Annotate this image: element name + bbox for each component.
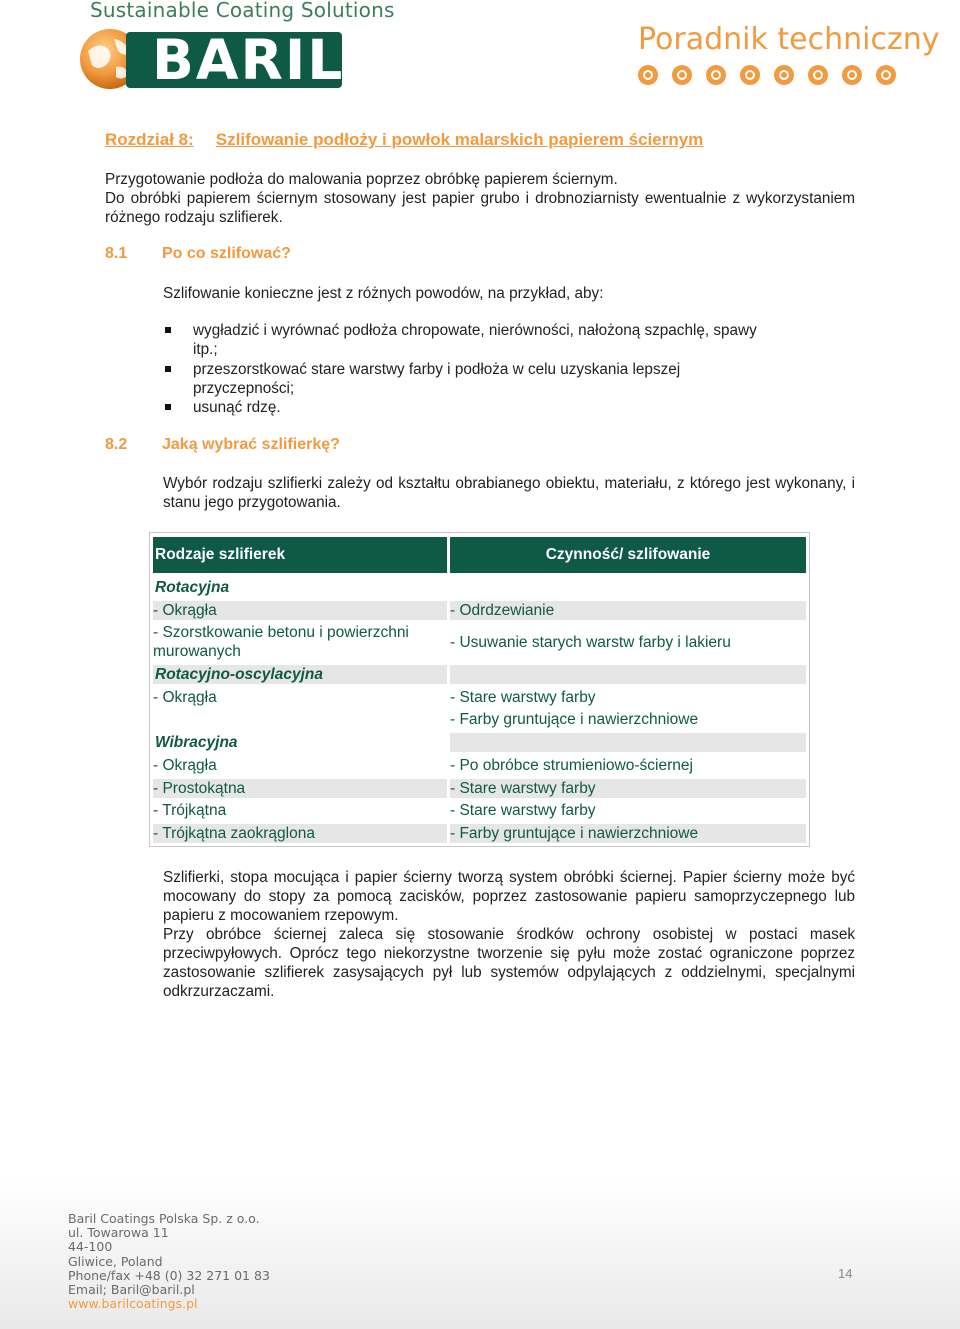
sander-types-table xyxy=(149,532,810,847)
section-8-2-lead: Wybór rodzaju szlifierki zależy od kształtu obrabianego obiektu, materiału, z którego jest wykonany, i stanu jego przygotowania. xyxy=(163,475,855,511)
chapter-title: Szlifowanie podłoży i powłok malarskich papierem ściernym xyxy=(215,130,704,149)
list-item: wygładzić i wyrównać podłoża chropowate, nierówności, nałożoną szpachlę, spawy itp.; xyxy=(163,321,763,360)
footer-postcode: 44-100 xyxy=(68,1239,113,1255)
footer-address xyxy=(68,1212,270,1311)
table-cell: - Prostokątna xyxy=(153,780,246,797)
target-icon xyxy=(774,65,794,85)
category-vibration: Wibracyjna xyxy=(155,734,238,751)
closing-paragraph-2: Przy obróbce ściernej zaleca się stosowanie środków ochrony osobistej w postaci masek przeciwpyłowych. Oprócz tego niekorzystne tworzenie się pyłu może zostać ograniczone poprzez zastosowanie szlifierek zasysających pył lub systemów odpylających z oddzielnymi, specjalnymi odkrzurzaczami. xyxy=(163,926,855,1000)
footer-street: ul. Towarowa 11 xyxy=(68,1225,169,1241)
category-icon-row xyxy=(638,65,896,85)
section-title: Jaką wybrać szlifierkę? xyxy=(162,436,340,453)
table-cell: - Stare warstwy farby xyxy=(450,689,596,706)
table-cell: - Farby gruntujące i nawierzchniowe xyxy=(450,711,699,728)
table-cell: - Po obróbce strumieniowo-ściernej xyxy=(450,757,693,774)
footer-phone: Phone/fax +48 (0) 32 271 01 83 xyxy=(68,1267,270,1283)
wrench-icon xyxy=(842,65,862,85)
chapter-label: Rozdział 8: xyxy=(105,130,194,149)
footer-company: Baril Coatings Polska Sp. z o.o. xyxy=(68,1211,260,1226)
table-cell: - Okrągła xyxy=(153,757,217,774)
table-cell: - Okrągła xyxy=(153,689,217,706)
intro-line-1: Przygotowanie podłoża do malowania poprzez obróbkę papierem ściernym. xyxy=(105,171,618,188)
category-rotary: Rotacyjna xyxy=(155,579,230,596)
reasons-list xyxy=(163,321,763,417)
table-cell: - Stare warstwy farby xyxy=(450,780,596,797)
table-cell: - Farby gruntujące i nawierzchniowe xyxy=(450,825,699,842)
section-number: 8.2 xyxy=(105,436,128,453)
section-number: 8.1 xyxy=(105,245,128,262)
chapter-heading xyxy=(105,130,703,150)
section-8-2-heading xyxy=(105,436,340,454)
section-8-1-lead: Szlifowanie konieczne jest z różnych powodów, na przykład, aby: xyxy=(163,285,604,302)
list-item: usunąć rdzę. xyxy=(163,398,763,417)
bottle-icon xyxy=(740,65,760,85)
list-item: przeszorstkować stare warstwy farby i podłoża w celu uzyskania lepszej przyczepności; xyxy=(163,360,763,399)
guide-title: Poradnik techniczny xyxy=(638,22,940,57)
footer-email[interactable]: Email; Baril@baril.pl xyxy=(68,1282,195,1298)
intro-line-2: Do obróbki papierem ściernym stosowany jest papier grubo i drobnoziarnisty ewentualnie z wykorzystaniem różnego rodzaju szlifierek. xyxy=(105,190,855,226)
page-number: 14 xyxy=(838,1266,853,1281)
company-tagline: Sustainable Coating Solutions xyxy=(90,0,395,22)
category-rotary-oscillating: Rotacyjno-oscylacyjna xyxy=(155,666,323,683)
table-cell: murowanych xyxy=(153,643,241,660)
section-title: Po co szlifować? xyxy=(162,245,291,262)
table-cell: - Szorstkowanie betonu i powierzchni xyxy=(153,624,409,641)
table-cell: - Trójkątna xyxy=(153,802,227,819)
table-cell: - Stare warstwy farby xyxy=(450,802,596,819)
table-cell: - Okrągła xyxy=(153,602,217,619)
brand-logo-text: BARIL xyxy=(152,28,345,92)
table-header-activity: Czynność/ szlifowanie xyxy=(450,537,806,573)
swirl-icon xyxy=(876,65,896,85)
table-cell: - Usuwanie starych warstw farby i lakieru xyxy=(450,634,731,651)
drop-icon xyxy=(638,65,658,85)
section-8-1-heading xyxy=(105,245,291,263)
table-cell: - Odrdzewianie xyxy=(450,602,555,619)
footer-website-link[interactable]: www.barilcoatings.pl xyxy=(68,1296,198,1312)
closing-paragraph-1: Szlifierki, stopa mocująca i papier ścierny tworzą system obróbki ściernej. Papier ścierny może być mocowany do stopy za pomocą zacisków, poprzez zastosowanie papieru samoprzyczepnego lub papieru z mocowaniem rzepowym. xyxy=(163,869,855,924)
quadrant-icon xyxy=(672,65,692,85)
dome-icon xyxy=(808,65,828,85)
table-header-types: Rodzaje szlifierek xyxy=(153,537,447,573)
table-cell: - Trójkątna zaokrąglona xyxy=(153,825,315,842)
footer-city: Gliwice, Poland xyxy=(68,1253,163,1269)
clock-icon xyxy=(706,65,726,85)
